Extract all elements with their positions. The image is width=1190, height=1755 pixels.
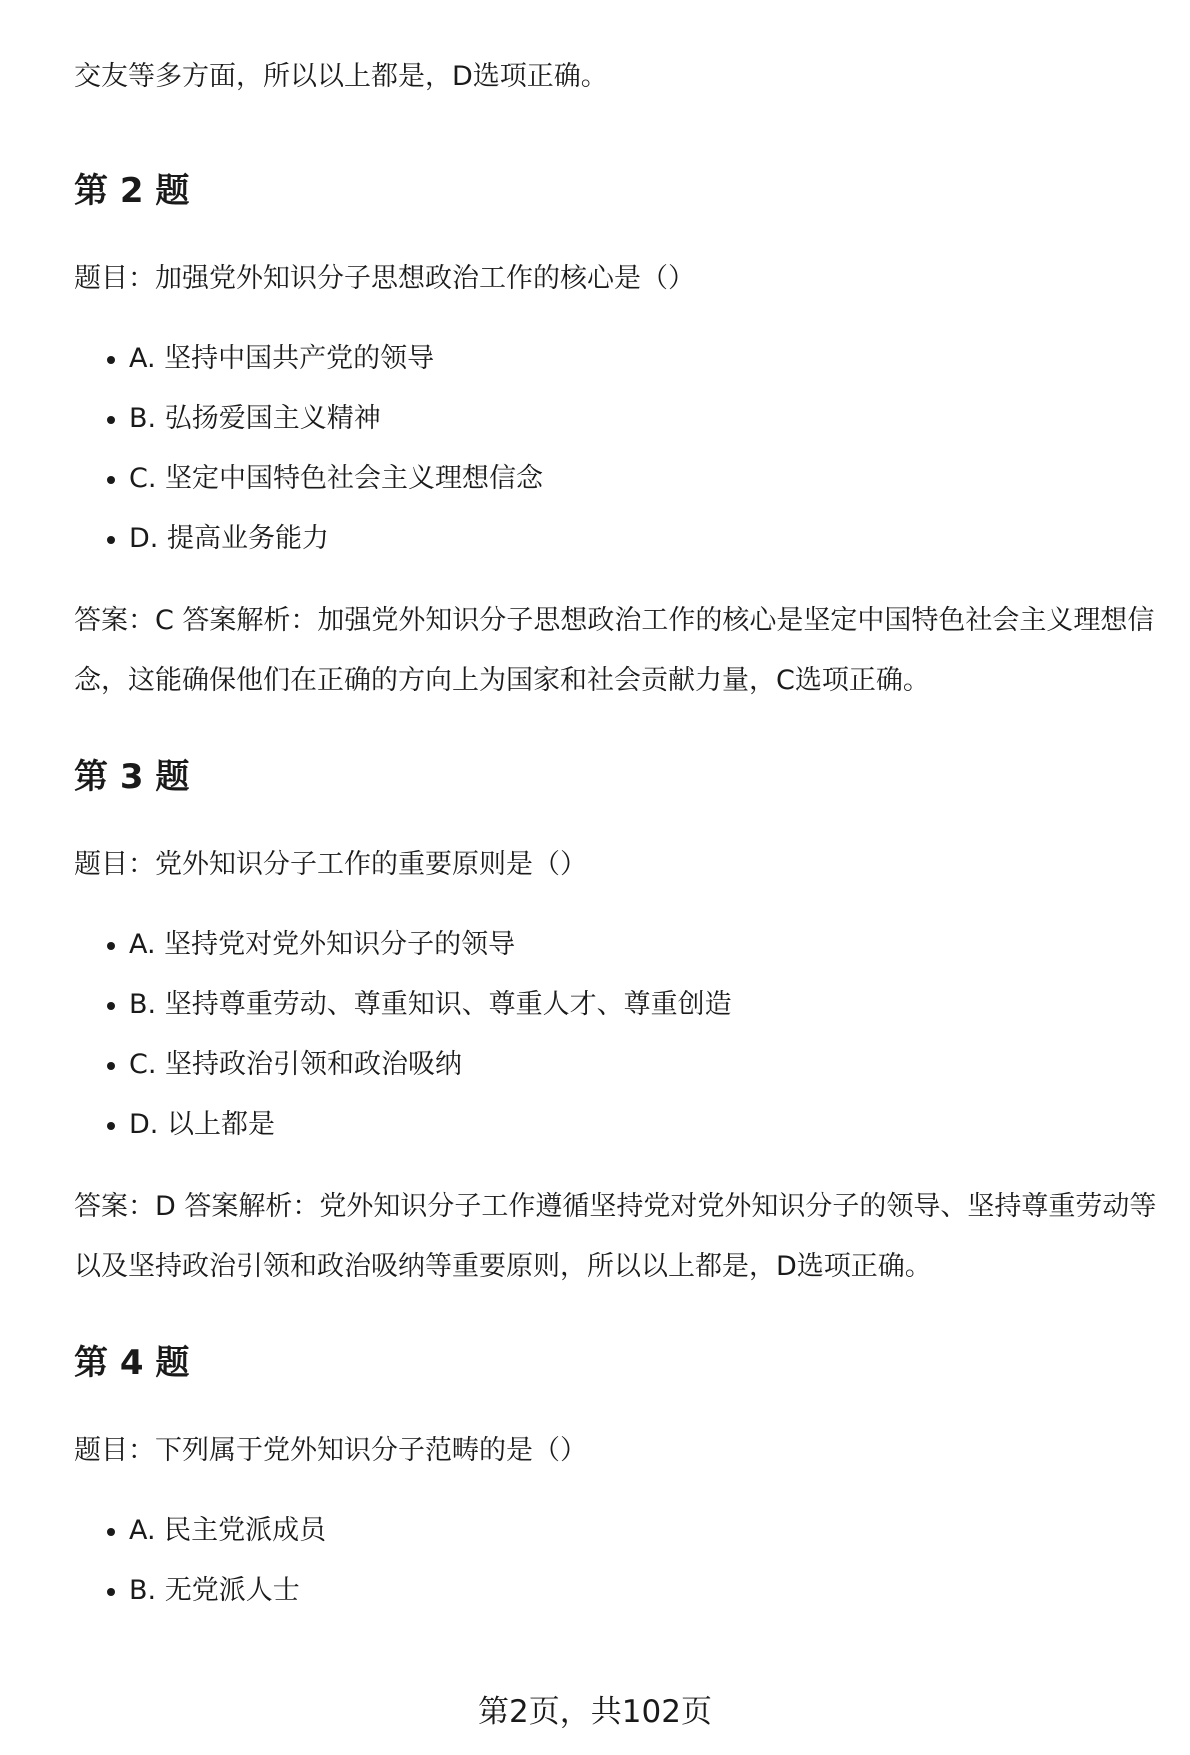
- question-text: 题目：党外知识分子工作的重要原则是（）: [74, 849, 587, 880]
- option-item: [74, 1045, 1164, 1085]
- question-heading: 第 4 题: [74, 1343, 190, 1383]
- bullet-icon: [107, 536, 115, 544]
- bullet-icon: [107, 1002, 115, 1010]
- option-item: [74, 1105, 1164, 1145]
- option-item: [74, 519, 1164, 559]
- question-3: [74, 757, 1164, 1297]
- bullet-icon: [107, 942, 115, 950]
- bullet-icon: [107, 356, 115, 364]
- bullet-icon: [107, 1062, 115, 1070]
- option-list: [74, 339, 1164, 559]
- question-text: 题目：下列属于党外知识分子范畴的是（）: [74, 1435, 587, 1466]
- option-text: B. 坚持尊重劳动、尊重知识、尊重人才、尊重创造: [129, 989, 732, 1020]
- question-2: [74, 171, 1164, 711]
- option-item: [74, 339, 1164, 379]
- option-item: [74, 1511, 1164, 1551]
- option-text: B. 弘扬爱国主义精神: [129, 403, 381, 434]
- question-heading: 第 3 题: [74, 757, 190, 797]
- question-heading: 第 2 题: [74, 171, 190, 211]
- bullet-icon: [107, 1588, 115, 1596]
- option-item: [74, 459, 1164, 499]
- bullet-icon: [107, 416, 115, 424]
- page-number-footer: 第2页，共102页: [478, 1694, 712, 1730]
- option-item: [74, 985, 1164, 1025]
- option-item: [74, 1571, 1164, 1611]
- option-text: C. 坚定中国特色社会主义理想信念: [129, 463, 544, 494]
- option-text: B. 无党派人士: [129, 1575, 300, 1606]
- question-4: [74, 1343, 1164, 1611]
- option-text: D. 提高业务能力: [129, 523, 329, 554]
- option-text: D. 以上都是: [129, 1109, 275, 1140]
- option-item: [74, 399, 1164, 439]
- option-text: A. 坚持中国共产党的领导: [129, 343, 435, 374]
- option-item: [74, 925, 1164, 965]
- option-text: A. 坚持党对党外知识分子的领导: [129, 929, 516, 960]
- option-text: C. 坚持政治引领和政治吸纳: [129, 1049, 463, 1080]
- option-list: [74, 925, 1164, 1145]
- previous-answer-continuation: 交友等多方面，所以以上都是，D选项正确。: [74, 61, 608, 92]
- option-list: [74, 1511, 1164, 1611]
- page-content: [74, 0, 1164, 1611]
- answer-explanation: 答案：D 答案解析：党外知识分子工作遵循坚持党对党外知识分子的领导、坚持尊重劳动等以及坚持政治引领和政治吸纳等重要原则，所以以上都是，D选项正确。: [74, 1191, 1157, 1282]
- answer-explanation: 答案：C 答案解析：加强党外知识分子思想政治工作的核心是坚定中国特色社会主义理想信念，这能确保他们在正确的方向上为国家和社会贡献力量，C选项正确。: [74, 605, 1155, 696]
- question-text: 题目：加强党外知识分子思想政治工作的核心是（）: [74, 263, 695, 294]
- bullet-icon: [107, 1122, 115, 1130]
- bullet-icon: [107, 1528, 115, 1536]
- option-text: A. 民主党派成员: [129, 1515, 327, 1546]
- bullet-icon: [107, 476, 115, 484]
